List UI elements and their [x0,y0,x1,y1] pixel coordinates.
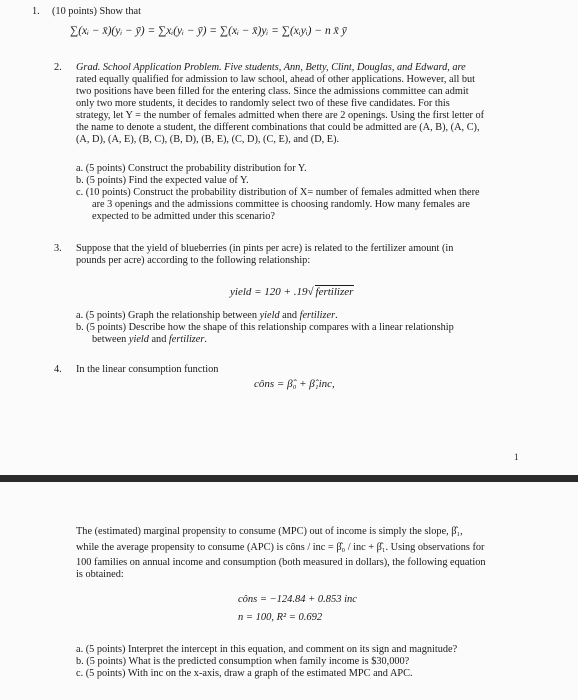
p2-line: while the average propensity to consume (APC) is côns / inc = β̂₀ / inc + β̂₁. Using observations for [76,542,485,553]
q4-equation: côns = β̂₀ + β̂₁inc, [254,378,335,390]
document-page-2 [0,482,578,700]
q3-line: Suppose that the yield of blueberries (in pints per acre) is related to the fertilizer amount (in [76,243,454,254]
q2-line: the name to denote a student, the different combinations that could be admitted are (A, B), (A, C), [76,122,480,133]
q2-line: rated equally qualified for admission to law school, ahead of other applications. However, all but [76,74,476,85]
q2-part-a: a. (5 points) Construct the probability distribution for Y. [76,163,307,174]
q3-part-b-period: . [204,334,207,345]
q3-part-b: b. (5 points) Describe how the shape of this relationship compares with a linear relationship [76,322,454,333]
q3-part-b-fertilizer: fertilizer [168,334,205,345]
q3-part-a-period: . [335,310,338,321]
q3-part-a-and: and [279,310,300,321]
p2-part-c: c. (5 points) With inc on the x-axis, draw a graph of the estimated MPC and APC. [76,668,413,679]
q2-part-b: b. (5 points) Find the expected value of Y. [76,175,249,186]
q3-part-a-text: a. (5 points) Graph the relationship between [76,310,260,321]
q2-part-c-cont: are 3 openings and the admissions committee is choosing randomly. How many females are [92,199,470,210]
q2-part-c-cont: expected to be admitted under this scenario? [92,211,275,222]
q1-equation: ∑(xᵢ − x̄)(yᵢ − ȳ) = ∑xᵢ(yᵢ − ȳ) = ∑(xᵢ − x̄)yᵢ = ∑(xᵢyᵢ) − n x̄ ȳ [70,25,347,37]
q2-line: two positions have been filled for the entering class. Since the admissions committee can admit [76,86,469,97]
q2-part-c: c. (10 points) Construct the probability distribution of X= number of females admitted when there [76,187,480,198]
q3-equation-radicand: fertilizer [315,286,354,298]
q2-line: Grad. School Application Problem. Five students, Ann, Betty, Clint, Douglas, and Edward, are [76,62,466,73]
p2-line: 100 families on annual income and consumption (both measured in dollars), the following equation [76,557,486,568]
q3-part-b-yield: yield [128,334,149,345]
p2-stats: n = 100, R² = 0.692 [238,612,323,623]
q2-line: (A, D), (A, E), (B, C), (B, D), (B, E), (C, D), (C, E), and (D, E). [76,134,340,145]
q3-number: 3. [54,243,62,254]
q3-line: pounds per acre) according to the following relationship: [76,255,311,266]
p2-line: is obtained: [76,569,124,580]
q4-line: In the linear consumption function [76,364,219,375]
q3-part-a [76,310,338,323]
q3-part-b-cont [92,334,207,347]
p2-part-a: a. (5 points) Interpret the intercept in this equation, and comment on its sign and magnitude? [76,644,458,655]
q3-part-b-and: and [148,334,169,345]
q1-title: (10 points) Show that [52,6,141,17]
p2-part-b: b. (5 points) What is the predicted consumption when family income is $30,000? [76,656,410,667]
q2-line: strategy, let Y = the number of females admitted when there are 2 openings. Using the first letter of [76,110,485,121]
q4-number: 4. [54,364,62,375]
q3-part-a-yield: yield [259,310,280,321]
q1-number: 1. [32,6,40,17]
q3-equation [230,285,354,298]
q2-line: only two more students, it decides to randomly select two of these five candidates. For this [76,98,450,109]
p2-equation: côns = −124.84 + 0.853 inc [238,594,357,605]
sqrt-symbol: √ [307,286,314,298]
q3-equation-lhs: yield = 120 + .19 [230,286,308,298]
q2-number: 2. [54,62,62,73]
q3-part-b-between: between [92,334,129,345]
p2-line: The (estimated) marginal propensity to consume (MPC) out of income is simply the slope, β̂₁, [76,526,463,537]
page-number: 1 [514,452,519,462]
q3-part-a-fertilizer: fertilizer [299,310,336,321]
